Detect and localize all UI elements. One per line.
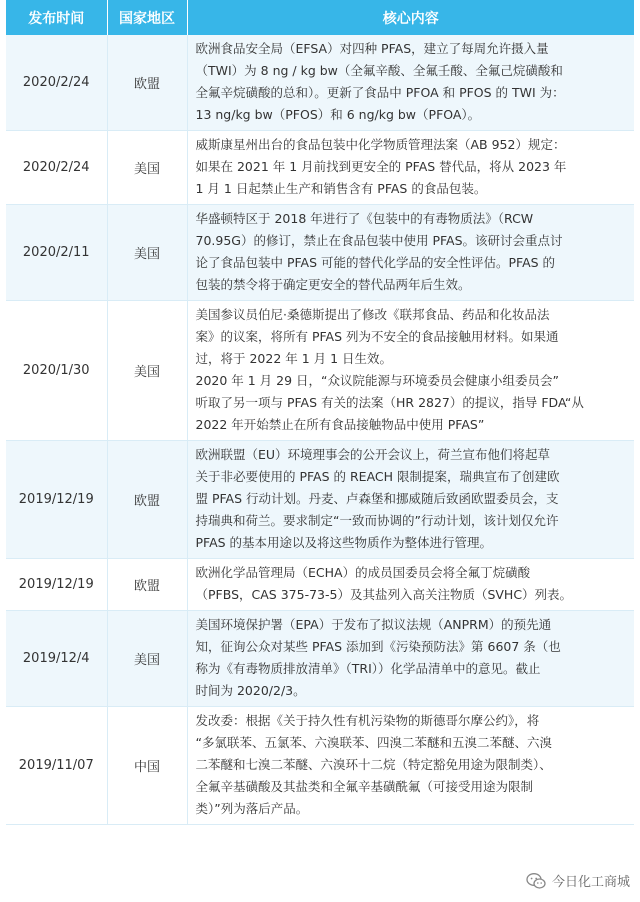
- content-line: 知，征询公众对某些 PFAS 添加到《污染预防法》第 6607 条（也: [195, 639, 561, 654]
- row-region: 欧盟: [107, 559, 187, 611]
- watermark-text: 今日化工商城: [551, 875, 630, 890]
- content-line: 发改委：根据《关于持久性有机污染物的斯德哥尔摩公约》，将: [195, 713, 540, 728]
- row-date: 2020/2/11: [6, 205, 107, 301]
- content-line: （PFBS，CAS 375-73-5）及其盐列入高关注物质（SVHC）列表。: [195, 587, 573, 602]
- content-line: 1 月 1 日起禁止生产和销售含有 PFAS 的食品包装。: [195, 181, 487, 196]
- content-line: “多氯联苯、五氯苯、六溴联苯、四溴二苯醚和五溴二苯醚、六溴: [195, 735, 552, 750]
- row-region: 美国: [107, 611, 187, 707]
- content-line: 持瑞典和荷兰。要求制定“一致而协调的”行动计划，该计划仅允许: [195, 513, 559, 528]
- row-content: [187, 35, 634, 131]
- row-region: 美国: [107, 301, 187, 441]
- content-line: 2022 年开始禁止在所有食品接触物品中使用 PFAS”: [195, 417, 485, 432]
- row-content: [187, 205, 634, 301]
- row-region: 美国: [107, 131, 187, 205]
- content-line: 欧洲食品安全局（EFSA）对四种 PFAS，建立了每周允许摄入量: [195, 41, 549, 56]
- row-date: 2019/12/19: [6, 559, 107, 611]
- table-row: [6, 131, 634, 205]
- row-region: 欧盟: [107, 35, 187, 131]
- table-row: [6, 559, 634, 611]
- row-region: 美国: [107, 205, 187, 301]
- header-region: 国家地区: [107, 0, 187, 35]
- content-line: 类）”列为落后产品。: [195, 801, 309, 816]
- row-region: 中国: [107, 707, 187, 825]
- table-row: [6, 205, 634, 301]
- row-content: [187, 559, 634, 611]
- table-body: [6, 35, 634, 825]
- content-line: （TWI）为 8 ng / kg bw（全氟辛酸、全氟壬酸、全氟己烷磺酸和: [195, 63, 563, 78]
- content-line: 过，将于 2022 年 1 月 1 日生效。: [195, 351, 393, 366]
- row-date: 2020/1/30: [6, 301, 107, 441]
- regulation-table: [6, 0, 634, 825]
- table-row: [6, 611, 634, 707]
- content-line: 论了食品包装中 PFAS 可能的替代化学品的安全性评估。PFAS 的: [195, 255, 556, 270]
- row-content: [187, 301, 634, 441]
- header-content: 核心内容: [187, 0, 634, 35]
- table-row: [6, 707, 634, 825]
- row-date: 2020/2/24: [6, 131, 107, 205]
- content-line: 13 ng/kg bw（PFOS）和 6 ng/kg bw（PFOA）。: [195, 107, 481, 122]
- table-row: [6, 35, 634, 131]
- row-content: [187, 441, 634, 559]
- row-date: 2020/2/24: [6, 35, 107, 131]
- content-line: 欧洲化学品管理局（ECHA）的成员国委员会将全氟丁烷磺酸: [195, 565, 531, 580]
- content-line: 全氟辛基磺酸及其盐类和全氟辛基磺酰氟（可接受用途为限制: [195, 779, 534, 794]
- row-date: 2019/12/4: [6, 611, 107, 707]
- content-line: 盟 PFAS 行动计划。丹麦、卢森堡和挪威随后致函欧盟委员会，支: [195, 491, 559, 506]
- content-line: 欧洲联盟（EU）环境理事会的公开会议上，荷兰宣布他们将起草: [195, 447, 551, 462]
- content-line: 华盛顿特区于 2018 年进行了《包装中的有毒物质法》（RCW: [195, 211, 534, 226]
- content-line: 关于非必要使用的 PFAS 的 REACH 限制提案，瑞典宣布了创建欧: [195, 469, 560, 484]
- content-line: 二苯醚和七溴二苯醚、六溴环十二烷（特定豁免用途为限制类）、: [195, 757, 552, 772]
- content-line: 称为《有毒物质排放清单》（TRI））化学品清单中的意见。截止: [195, 661, 541, 676]
- table-row: [6, 301, 634, 441]
- watermark: [526, 871, 630, 890]
- content-line: 美国环境保护署（EPA）于发布了拟议法规（ANPRM）的预先通: [195, 617, 552, 632]
- row-date: 2019/11/07: [6, 707, 107, 825]
- content-line: 时间为 2020/2/3。: [195, 683, 306, 698]
- row-content: [187, 131, 634, 205]
- content-line: 包装的禁令将于确定更安全的替代品两年后生效。: [195, 277, 471, 292]
- header-date: 发布时间: [6, 0, 107, 35]
- row-date: 2019/12/19: [6, 441, 107, 559]
- content-line: 听取了另一项与 PFAS 有关的法案（HR 2827）的提议，指导 FDA“从: [195, 395, 584, 410]
- content-line: PFAS 的基本用途以及将这些物质作为整体进行管理。: [195, 535, 493, 550]
- row-content: [187, 707, 634, 825]
- content-line: 美国参议员伯尼·桑德斯提出了修改《联邦食品、药品和化妆品法: [195, 307, 550, 322]
- row-content: [187, 611, 634, 707]
- content-line: 案》的议案，将所有 PFAS 列为不安全的食品接触用材料。如果通: [195, 329, 559, 344]
- content-line: 2020 年 1 月 29 日，“众议院能源与环境委员会健康小组委员会”: [195, 373, 559, 388]
- content-line: 70.95G）的修订，禁止在食品包装中使用 PFAS。该研讨会重点讨: [195, 233, 563, 248]
- content-line: 如果在 2021 年 1 月前找到更安全的 PFAS 替代品，将从 2023 年: [195, 159, 567, 174]
- wechat-icon: [526, 872, 546, 890]
- content-line: 威斯康星州出台的食品包装中化学物质管理法案（AB 952）规定：: [195, 137, 566, 152]
- row-region: 欧盟: [107, 441, 187, 559]
- table-row: [6, 441, 634, 559]
- content-line: 全氟辛烷磺酸的总和）。更新了食品中 PFOA 和 PFOS 的 TWI 为：: [195, 85, 565, 100]
- table-header: [6, 0, 634, 35]
- page: [6, 0, 634, 825]
